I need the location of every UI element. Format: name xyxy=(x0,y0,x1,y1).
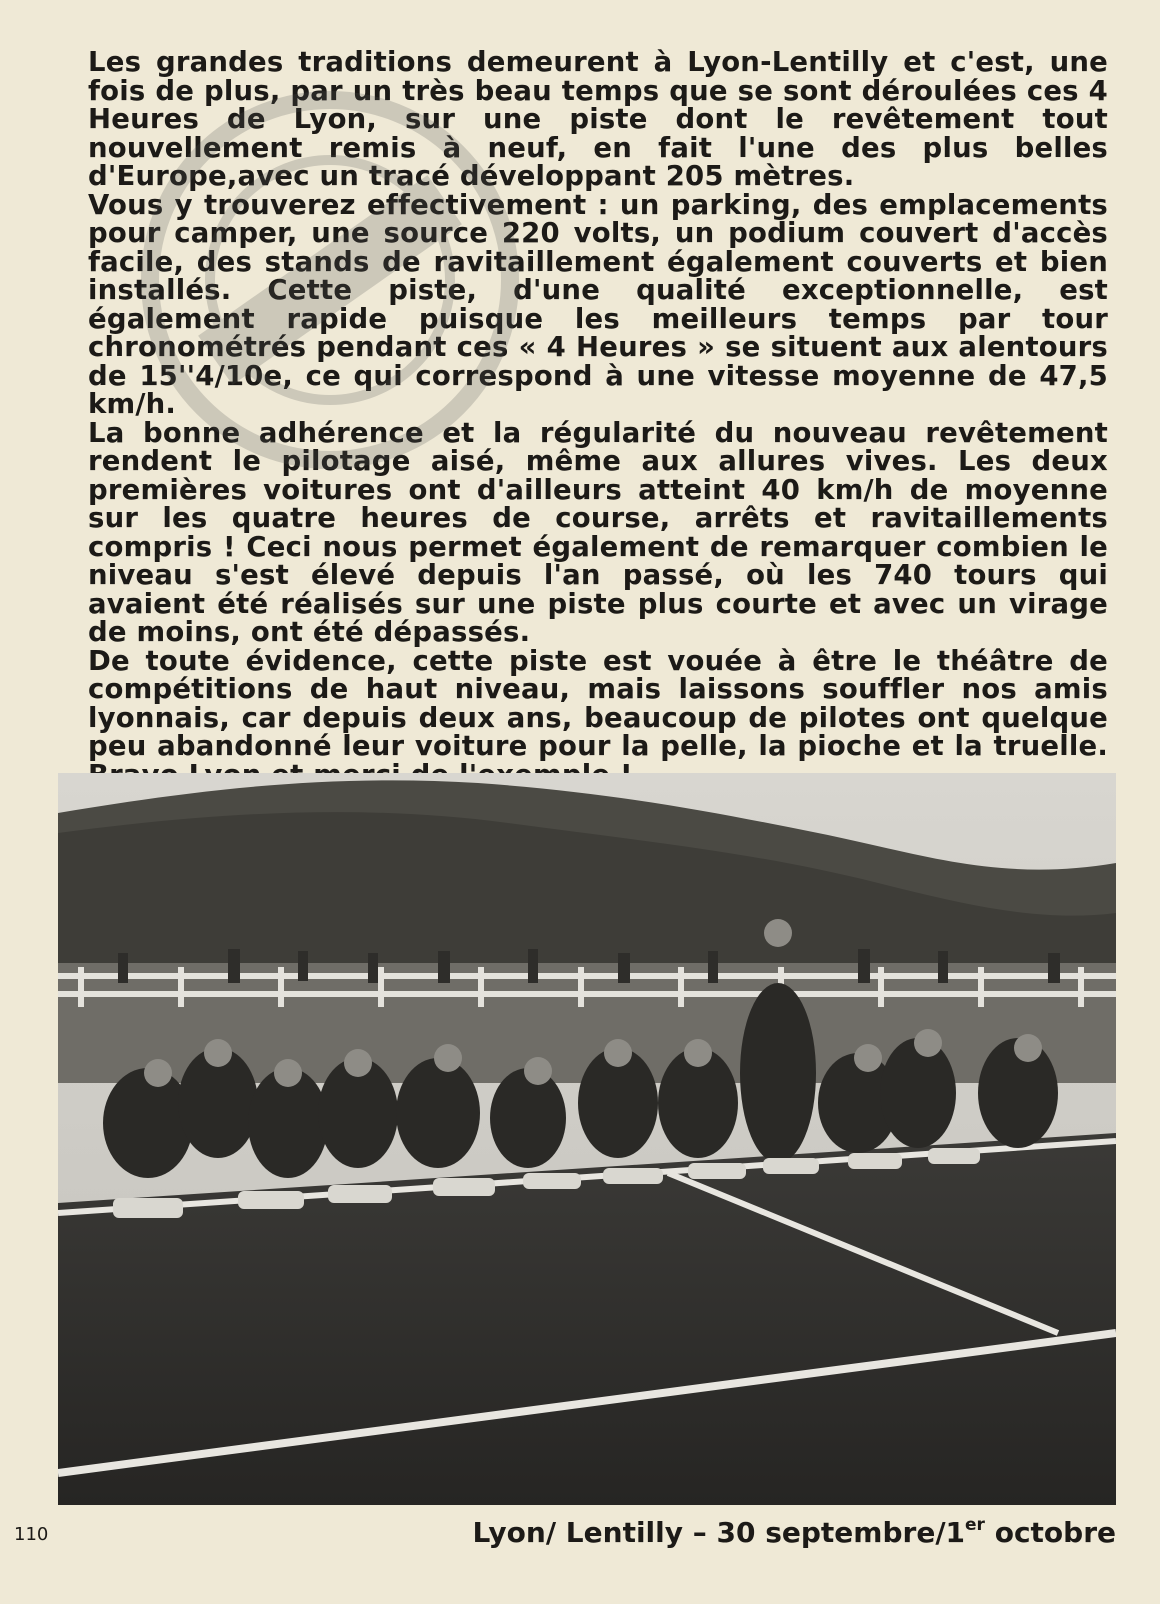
paragraph-1: Les grandes traditions demeurent à Lyon-Lentilly et c'est, une fois de plus, par un très beau temps que se sont déroulées ces 4 Heures de Lyon, sur une piste dont le revêtement tout nouvellement remis à neuf, en fait l'une des plus belles d'Europe,avec un tracé développant 205 mètres. xyxy=(88,46,1108,192)
caption-end: octobre xyxy=(984,1516,1116,1549)
paragraph-4: De toute évidence, cette piste est vouée à être le théâtre de compétitions de haut niveau, mais laissons souffler nos amis lyonnais, car depuis deux ans, beaucoup de pilotes ont quelque peu abandonné leur voiture pour la pelle, la pioche et la truelle. xyxy=(88,644,1108,762)
paragraph-3: La bonne adhérence et la régularité du nouveau revêtement rendent le pilotage aisé, même aux allures vives. Les deux premières voitures ont d'ailleurs atteint 40 km/h de moyenne sur les quatre heures de course, arrêts et ravitaillements compris ! Ceci nous permet également de remarquer combien le niveau s'est élevé depuis l'an passé, où les 740 tours qui avaient été réalisés sur une piste plus courte et avec un virage de moins, ont été dépassés. xyxy=(88,416,1108,648)
page-number: 110 xyxy=(14,1524,49,1545)
caption-place: Lyon/ Lentilly xyxy=(472,1516,684,1549)
article-text xyxy=(88,48,1108,789)
race-start-photo xyxy=(58,773,1116,1505)
paragraph-2: Vous y trouverez effectivement : un parking, des emplacements pour camper, une source 220 volts, un podium couvert d'accès facile, des stands de ravitaillement également couverts et bien installés. Cette piste, d'une qualité exceptionnelle, est également rapide puisque les meilleurs temps par tour chronométrés pendant ces « 4 Heures » se situent aux alentours de 15''4/10e, ce qui correspond à une vitesse moyenne de 47,5 km/h. xyxy=(88,188,1108,420)
caption-superscript: er xyxy=(965,1515,985,1535)
photo-caption xyxy=(472,1515,1116,1549)
caption-date: – 30 septembre/1 xyxy=(683,1516,966,1549)
